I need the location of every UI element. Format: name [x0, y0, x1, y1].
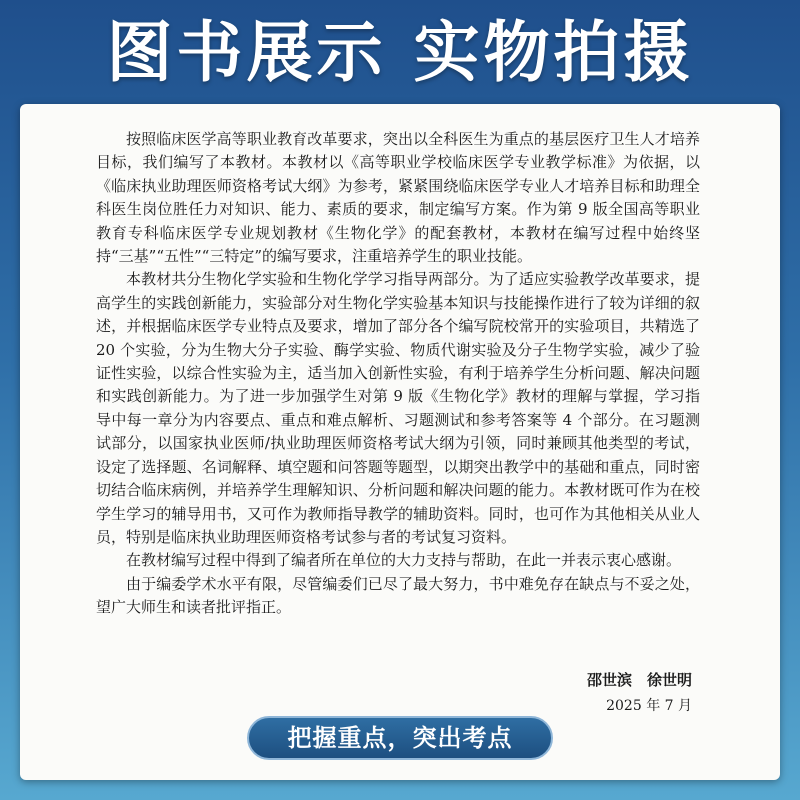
paragraph: 在教材编写过程中得到了编者所在单位的大力支持与帮助，在此一并表示衷心感谢。 [126, 551, 682, 570]
slogan-banner: 把握重点，突出考点 [247, 716, 553, 760]
paragraph: 本教材共分生物化学实验和生物化学学习指导两部分。为了适应实验教学改革要求，提高学生的实践创新能力，实验部分对生物化学实验基本知识与技能操作进行了较为详细的叙述，并根据临床医学专业特点及要求，增加了部分各个编写院校常开的实验项目，共精选了 20 个实验，分为生物大分子实验、酶学实验、物质代谢实验及分子生物学实验，减少了验证性实验，以综合性实验为主，适当加入创新性实验，有利于培养学生分析问题、解决问题和实践创新能力。为了进一步加强学生对第 9 版《生物化学》教材的理解与掌握，学习指导中每一章分为内容要点、重点和难点解析、习题测试和参考答案等 4 个部分。在习题测试部分，以国家执业医师/执业助理医师资格考试大纲为引领，同时兼顾其他类型的考试，设定了选择题、名词解释、填空题和问答题等题型，以期突出教学中的基础和重点，同时密切结合临床病例，并培养学生理解知识、分析问题和解决问题的能力。本教材既可作为在校学生学习的辅导用书，又可作为教师指导教学的辅助资料。同时，也可作为其他相关从业人员，特别是临床执业助理医师资格考试参与者的考试复习资料。 [96, 270, 700, 546]
page-title: 图书展示 实物拍摄 [106, 14, 694, 91]
document-date: 2025 年 7 月 [606, 698, 692, 714]
paragraph: 由于编委学术水平有限，尽管编委们已尽了最大努力，书中难免存在缺点与不妥之处，望广大师生和读者批评指正。 [96, 574, 700, 617]
preface-text [96, 128, 700, 620]
paragraph: 按照临床医学高等职业教育改革要求，突出以全科医生为重点的基层医疗卫生人才培养目标，我们编写了本教材。本教材以《高等职业学校临床医学专业教学标准》为依据，以《临床执业助理医师资格考试大纲》为参考，紧紧围绕临床医学专业人才培养目标和助理全科医生岗位胜任力对知识、能力、素质的要求，制定编写方案。作为第 9 版全国高等职业教育专科临床医学专业规划教材《生物化学》的配套教材，本教材在编写过程中始终坚持“三基”“五性”“三特定”的编写要求，注重培养学生的职业技能。 [96, 130, 700, 266]
author-signature: 邵世滨 徐世明 [586, 671, 692, 689]
